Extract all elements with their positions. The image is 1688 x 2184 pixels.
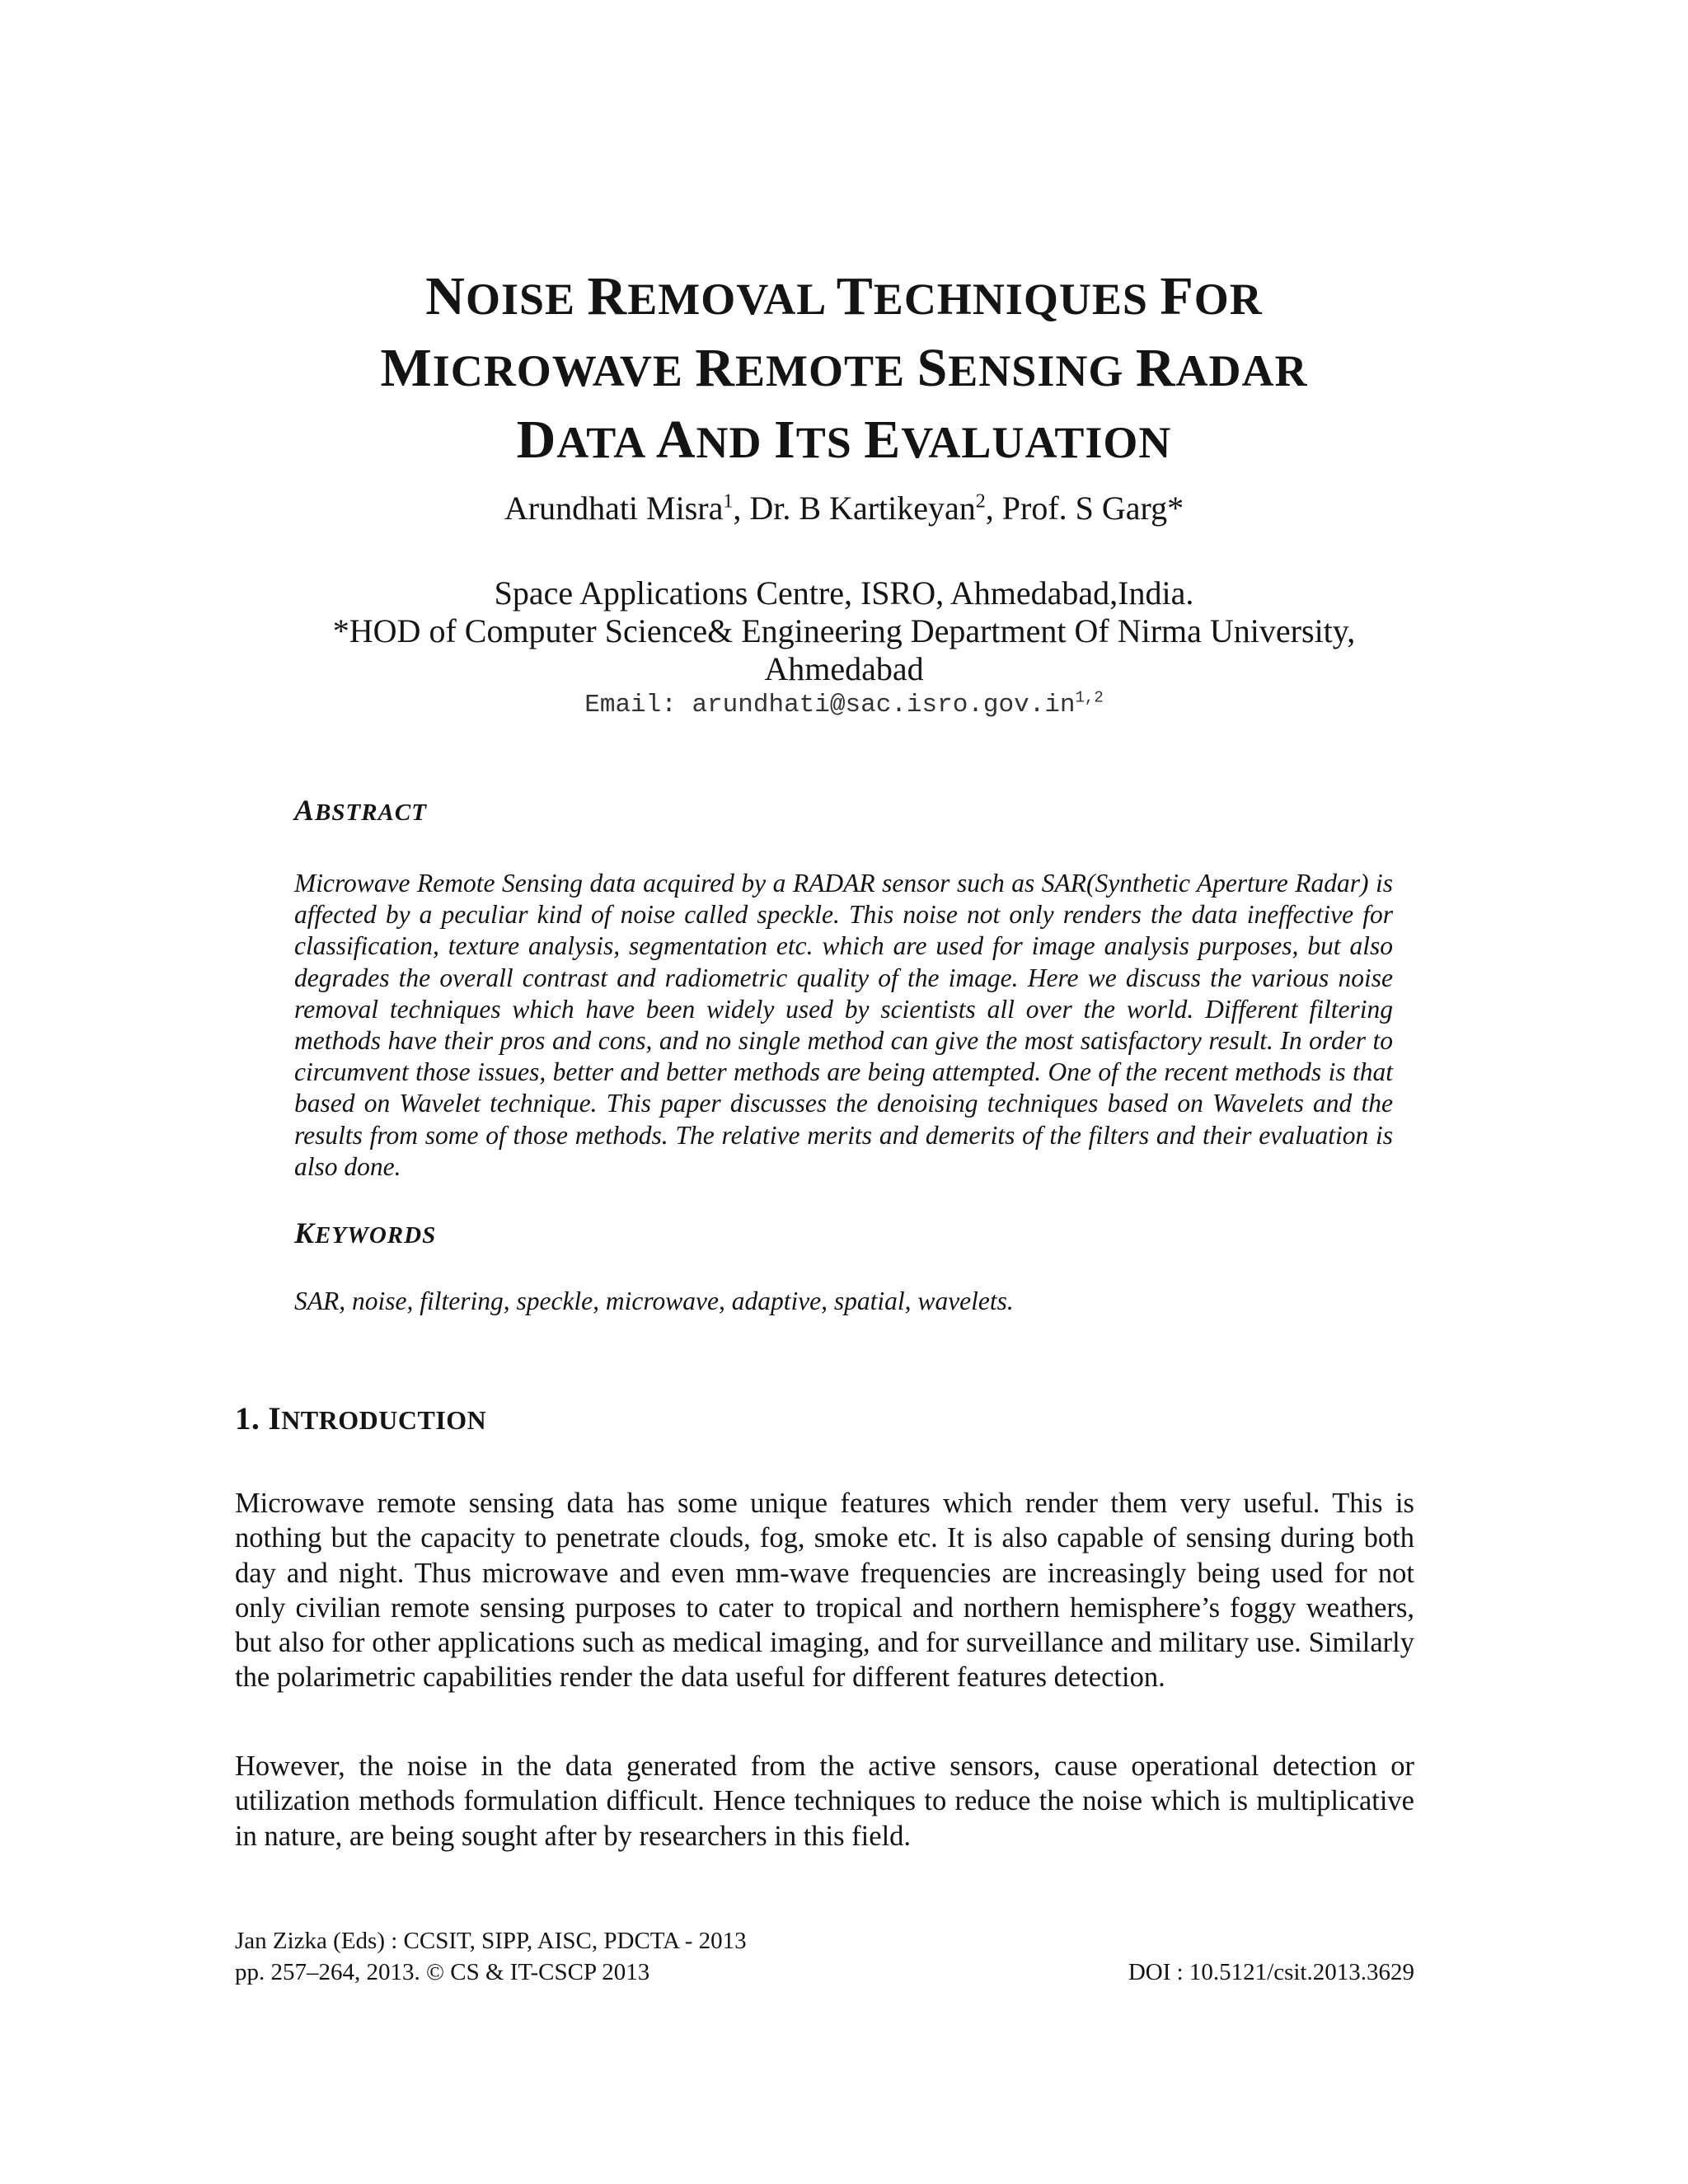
introduction-paragraph-2: However, the noise in the data generated from the active sensors, cause operational detection or utilization methods formulation difficult. Hence techniques to reduce the noise which is multiplicative in nature, are being sought after by researchers in this field.: [235, 1750, 1414, 1852]
title-line-1: NOISE REMOVAL TECHNIQUES FOR: [425, 266, 1263, 326]
author-1-affiliation-mark: 1: [723, 490, 734, 513]
footer-line-1: Jan Zizka (Eds) : CCSIT, SIPP, AISC, PDCTA - 2013: [235, 1928, 747, 1954]
author-list: [247, 486, 1441, 531]
paper-title: [247, 262, 1441, 477]
abstract-text: Microwave Remote Sensing data acquired by a RADAR sensor such as SAR(Synthetic Aperture Radar) is affected by a peculiar kind of noise called speckle. This noise not only renders the data ineffective for classification, texture analysis, segmentation etc. which are used for image analysis purposes, but also degrades the overall contrast and radiometric quality of the image. Here we discuss the various noise removal techniques which have been widely used by scientists all over the world. Different filtering methods have their pros and cons, and no single method can give the most satisfactory result. In order to circumvent those issues, better and better methods are being attempted. One of the recent methods is that based on Wavelet technique. This paper discusses the denoising techniques based on Wavelets and the results from some of those methods. The relative merits and demerits of the filters and their evaluation is also done.: [294, 869, 1393, 1181]
title-line-2: MICROWAVE REMOTE SENSING RADAR: [380, 338, 1308, 398]
affiliation-line-3: Ahmedabad: [764, 650, 924, 687]
abstract-heading: ABSTRACT: [294, 794, 427, 827]
keywords-text: SAR, noise, filtering, speckle, microwave, adaptive, spatial, wavelets.: [294, 1286, 1014, 1315]
title-line-3: DATA AND ITS EVALUATION: [516, 410, 1172, 470]
author-1: Arundhati Misra: [504, 490, 724, 527]
affiliation-line-2: *HOD of Computer Science& Engineering Department Of Nirma University,: [332, 612, 1356, 649]
author-2: , Dr. B Kartikeyan: [733, 490, 976, 527]
footer-citation: [235, 1925, 747, 1988]
keywords-heading: KEYWORDS: [294, 1216, 437, 1249]
footer-doi: DOI : 10.5121/csit.2013.3629: [1128, 1959, 1414, 1985]
contact-email: Email: arundhati@sac.isro.gov.in$^{1,2}$: [584, 688, 1104, 719]
affiliations: [247, 574, 1441, 723]
author-2-affiliation-mark: 2: [975, 490, 986, 513]
introduction-heading: 1. INTRODUCTION: [235, 1401, 487, 1436]
introduction-paragraph-1: Microwave remote sensing data has some unique features which render them very useful. This is nothing but the capacity to penetrate clouds, fog, smoke etc. It is also capable of sensing during both day and night. Thus microwave and even mm-wave frequencies are increasingly being used for not only civilian remote sensing purposes to cater to tropical and northern hemisphere’s foggy weathers, but also for other applications such as medical imaging, and for surveillance and military use. Similarly the polarimetric capabilities render the data useful for different features detection.: [235, 1488, 1414, 1694]
author-3: , Prof. S Garg*: [985, 490, 1184, 527]
footer-line-2: pp. 257–264, 2013. © CS & IT-CSCP 2013: [235, 1959, 650, 1985]
affiliation-line-1: Space Applications Centre, ISRO, Ahmedabad,India.: [494, 574, 1194, 612]
